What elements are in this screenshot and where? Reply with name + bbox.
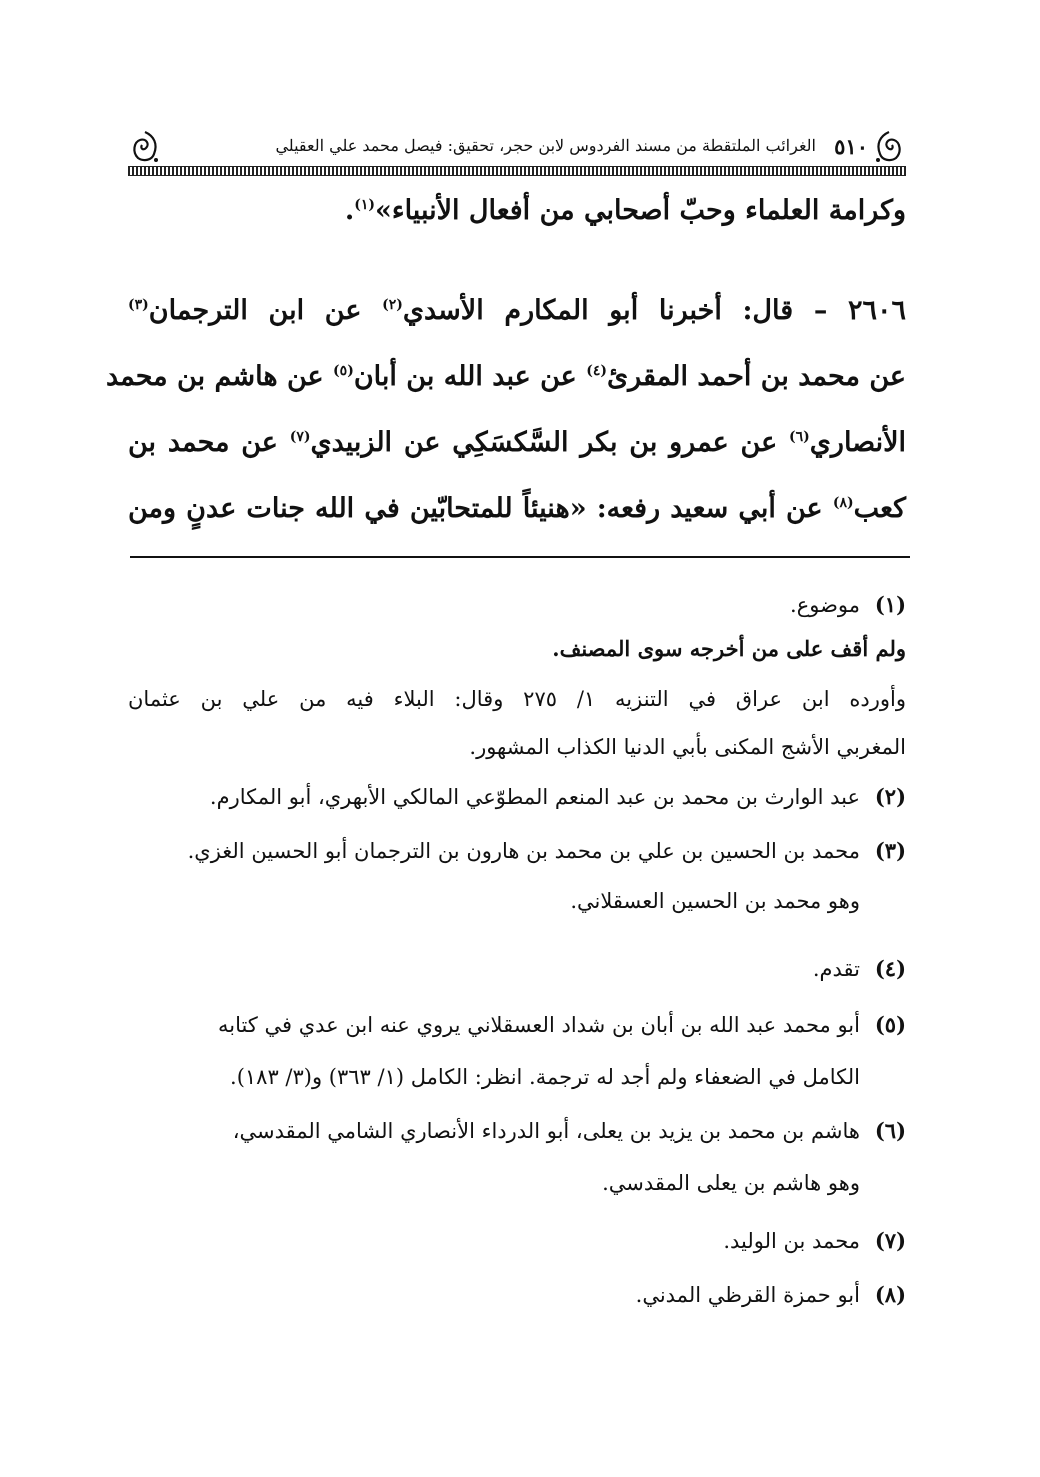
entry-number: ٢٦٠٦ (847, 295, 906, 326)
page-number: ٥١٠ (834, 134, 868, 159)
footnote-text: تقدم. (812, 957, 860, 981)
text-segment: عن عبد الله بن أبان (353, 361, 577, 392)
ornament-icon (128, 130, 162, 164)
footnote-text: موضوع. (790, 593, 860, 617)
footnote-number: (٥) (874, 1012, 906, 1037)
footnote-text: أبو حمزة القرظي المدني. (635, 1283, 860, 1307)
footnote-number: (٤) (874, 956, 906, 981)
footnote-item (128, 1220, 906, 1262)
header-rule (128, 166, 906, 176)
text-segment: – قال: أخبرنا أبو المكارم الأسدي (402, 295, 828, 326)
text-segment: وكرامة العلماء وحبّ أصحابي من أفعال الأنبياء» (375, 195, 906, 226)
footnote-text: الكامل في الضعفاء ولم أجد له ترجمة. انظر: الكامل (١/ ٣٦٣) و(٣/ ١٨٣). (230, 1065, 860, 1089)
footnote-text: محمد بن الوليد. (723, 1229, 860, 1253)
footnote-separator (130, 556, 910, 558)
footnote-item (128, 948, 906, 990)
footnote-marker[interactable]: (٣) (128, 297, 149, 313)
footnote-text: محمد بن الحسين بن علي بن محمد بن هارون بن الترجمان أبو الحسين الغزي. (187, 839, 860, 863)
footnote-item (128, 1004, 906, 1046)
footnote-item (128, 1110, 906, 1152)
text-segment: عن هاشم بن محمد (105, 361, 324, 392)
footnote-marker[interactable]: (٥) (333, 363, 354, 379)
footnote-text: أبو محمد عبد الله بن أبان بن شداد العسقلاني يروي عنه ابن عدي في كتابه (217, 1013, 860, 1037)
text-line (128, 286, 906, 336)
footnote-number: (٧) (874, 1228, 906, 1253)
footnote-text: المغربي الأشج المكنى بأبي الدنيا الكذاب المشهور. (469, 735, 906, 759)
footnote-text: هاشم بن محمد بن يزيد بن يعلى، أبو الدرداء الأنصاري الشامي المقدسي، (232, 1119, 860, 1143)
footnote-number: (٨) (874, 1282, 906, 1307)
footnote-item (128, 830, 906, 872)
text-segment: عن محمد بن (128, 427, 278, 458)
footnote-text: وأورده ابن عراق في التنزيه ١/ ٢٧٥ وقال: البلاء فيه من علي بن عثمان (128, 687, 906, 711)
footnote-number: (٣) (874, 838, 906, 863)
footnote-text: وهو محمد بن الحسين العسقلاني. (570, 889, 860, 913)
footnote-number: (١) (874, 592, 906, 617)
footnote-item (128, 1274, 906, 1316)
text-line (128, 418, 906, 468)
footnote-number: (٢) (874, 784, 906, 809)
footnote-marker[interactable]: (٤) (586, 363, 607, 379)
running-title: الغرائب الملتقطة من مسند الفردوس لابن حجر، تحقيق: فيصل محمد علي العقيلي (275, 136, 816, 155)
running-header (128, 122, 906, 182)
text-segment: عن محمد بن أحمد المقرئ (606, 361, 906, 392)
text-segment: الأنصاري (809, 427, 906, 458)
footnote-number: (٦) (874, 1118, 906, 1143)
footnote-item (128, 584, 906, 626)
text-segment: . (344, 195, 355, 226)
text-segment: عن ابن الترجمان (148, 295, 362, 326)
footnote-text: وهو هاشم بن يعلى المقدسي. (602, 1171, 860, 1195)
text-segment: كعب (853, 493, 906, 524)
text-segment: عن عمرو بن بكر السَّكسَكِي عن الزبيدي (310, 427, 778, 458)
text-line (105, 352, 906, 402)
footnote-marker[interactable]: (٦) (788, 429, 810, 445)
text-line (128, 186, 906, 236)
ornament-icon (872, 130, 906, 164)
footnote-item (128, 776, 906, 818)
footnote-marker[interactable]: (١) (354, 197, 375, 213)
footnote-marker[interactable]: (٧) (289, 429, 311, 445)
footnote-text: عبد الوارث بن محمد بن عبد المنعم المطوّعي المالكي الأبهري، أبو المكارم. (209, 785, 860, 809)
text-segment: عن أبي سعيد رفعه: «هنيئاً للمتحابّين في الله جنات عدنٍ ومن (128, 493, 823, 524)
footnote-marker[interactable]: (٨) (832, 495, 854, 511)
text-line (128, 484, 906, 534)
footnote-text: ولم أقف على من أخرجه سوى المصنف. (552, 636, 906, 661)
footnote-marker[interactable]: (٢) (382, 297, 403, 313)
